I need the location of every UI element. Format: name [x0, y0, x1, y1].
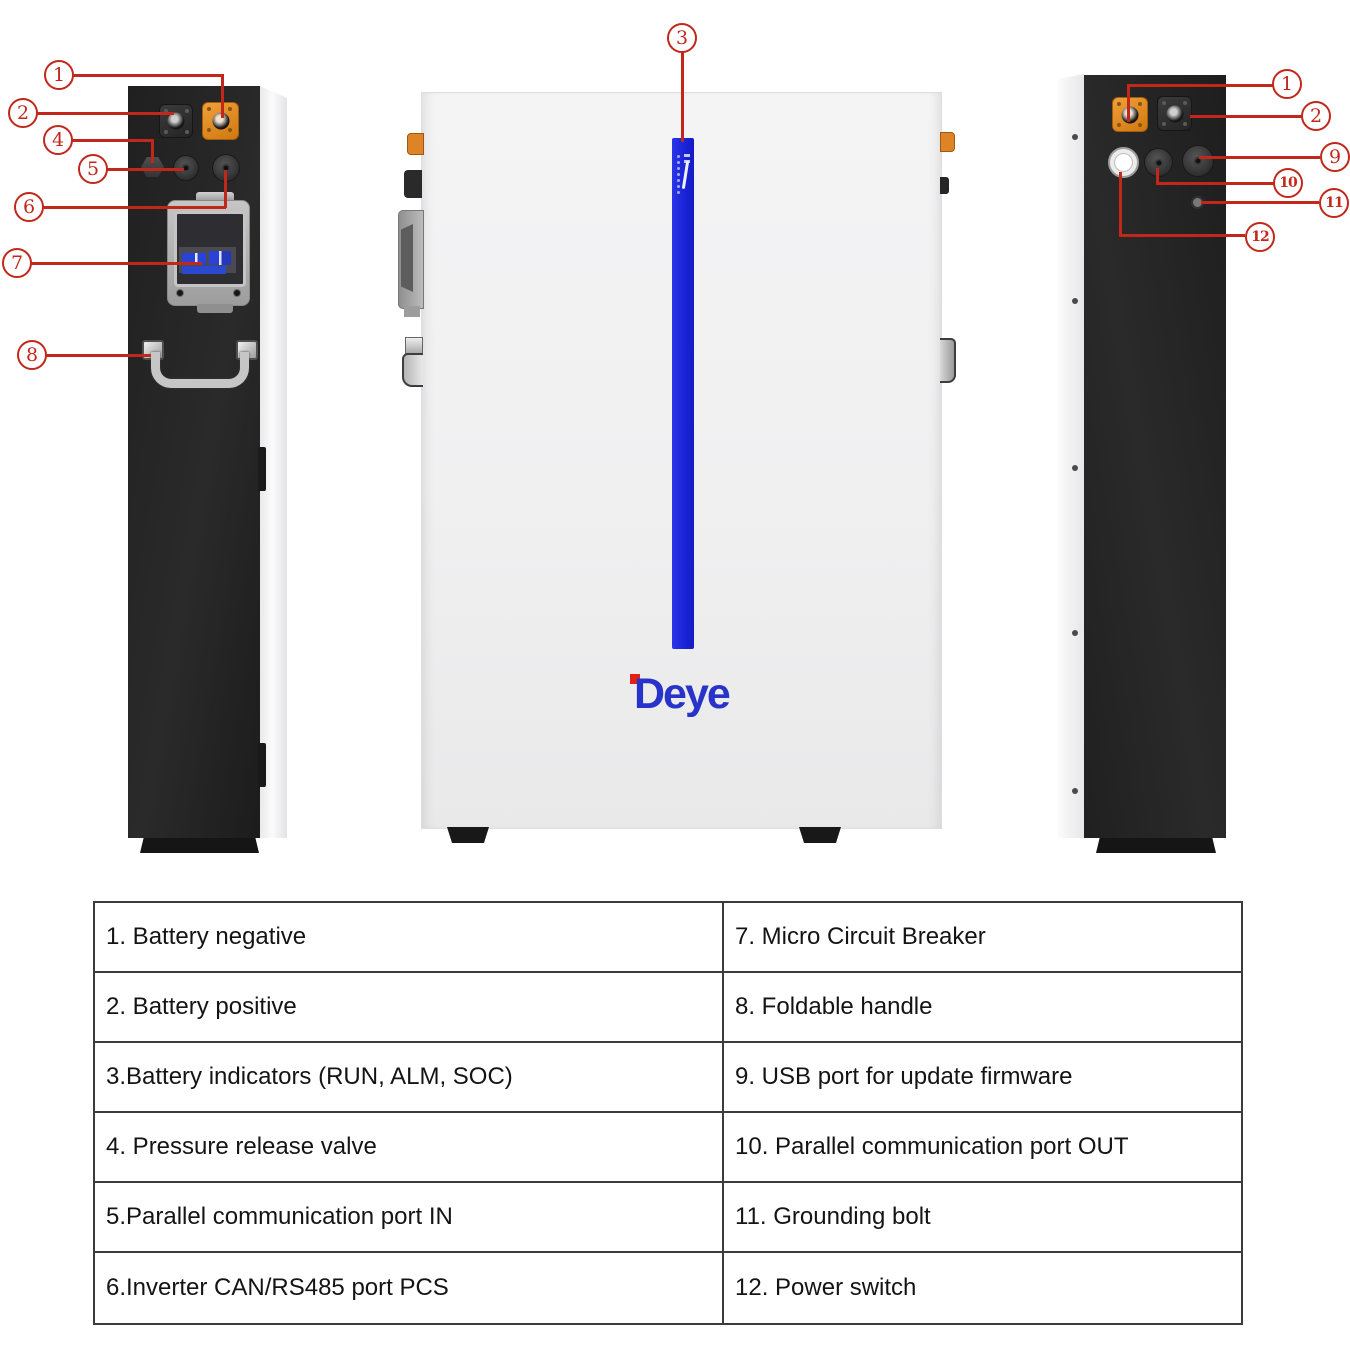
leader-line [1190, 115, 1302, 118]
callout-right-12: 12 [1245, 222, 1275, 252]
callout-right-9: 9 [1320, 142, 1350, 172]
legend-cell-1: 1. Battery negative [95, 903, 724, 973]
callout-left-2: 2 [8, 98, 38, 128]
right-view-body [1084, 75, 1226, 838]
edge-breaker-side-inner [401, 224, 413, 292]
leader-line [71, 139, 153, 142]
leader-line [1201, 201, 1319, 204]
legend-cell-3: 3.Battery indicators (RUN, ALM, SOC) [95, 1043, 724, 1113]
left-view-edge-tab [258, 743, 266, 787]
callout-right-10: 10 [1273, 168, 1303, 198]
edge-handle-hook [940, 338, 956, 383]
right-view-front-edge [1058, 70, 1084, 838]
edge-screw [1072, 788, 1078, 794]
legend-cell-12: 12. Power switch [735, 1274, 917, 1301]
breaker-bottom-tab [197, 304, 233, 313]
battery-positive-connector [159, 104, 193, 138]
deye-logo [630, 668, 760, 724]
breaker-screw [233, 289, 241, 297]
leader-line [1127, 84, 1273, 87]
leader-line [42, 206, 226, 209]
edge-orange-connector [940, 132, 955, 152]
leader-line [106, 168, 184, 171]
leader-line [45, 354, 151, 357]
callout-right-2: 2 [1301, 101, 1331, 131]
indicator-leds [677, 155, 680, 194]
legend-cell-10: 10. Parallel communication port OUT [724, 1113, 1241, 1183]
front-foot [447, 827, 489, 843]
callout-right-11: 11 [1319, 188, 1349, 218]
callout-left-7: 7 [2, 248, 32, 278]
edge-breaker-tab [404, 306, 420, 317]
usb-port [1182, 145, 1214, 177]
leader-line [1119, 234, 1245, 237]
edge-handle-hook [402, 353, 423, 387]
leader-line [30, 262, 202, 265]
front-foot [799, 827, 841, 843]
leader-line [1199, 156, 1320, 159]
indicator-label [684, 154, 690, 157]
edge-orange-connector [407, 133, 424, 155]
edge-screw [1072, 298, 1078, 304]
parallel-comm-port-out [1144, 148, 1173, 177]
leader-line [1156, 182, 1274, 185]
leader-line [224, 170, 227, 208]
callout-front-3: 3 [667, 23, 697, 53]
legend-cell-8: 8. Foldable handle [724, 973, 1241, 1043]
left-view-body [128, 86, 260, 838]
edge-screw [1072, 465, 1078, 471]
leader-line [681, 52, 684, 142]
left-view-foot [140, 838, 259, 853]
legend-cell-9: 9. USB port for update firmware [724, 1043, 1241, 1113]
breaker-band [182, 266, 226, 274]
leader-line [36, 112, 174, 115]
edge-handle-bracket [405, 337, 423, 354]
battery-negative-connector [1112, 97, 1148, 132]
legend-cell-6: 6.Inverter CAN/RS485 port PCS [95, 1253, 724, 1323]
left-view-edge-tab [258, 447, 266, 491]
leader-line [221, 74, 224, 118]
right-view-foot [1096, 838, 1216, 853]
legend-cell-11: 11. Grounding bolt [724, 1183, 1241, 1253]
breaker-screw [176, 289, 184, 297]
edge-black-knob [404, 170, 422, 198]
leader-line [72, 74, 223, 77]
callout-left-8: 8 [17, 340, 47, 370]
leader-line [1119, 172, 1122, 236]
power-switch [1108, 147, 1139, 178]
callout-left-6: 6 [14, 192, 44, 222]
edge-screw [1072, 134, 1078, 140]
legend-cell-2: 2. Battery positive [95, 973, 724, 1043]
edge-screw [1072, 630, 1078, 636]
callout-right-1: 1 [1272, 69, 1302, 99]
legend-cell-5: 5.Parallel communication port IN [95, 1183, 724, 1253]
edge-black-knob [940, 177, 949, 194]
battery-indicator-strip [672, 138, 694, 649]
legend-cell-4: 4. Pressure release valve [95, 1113, 724, 1183]
leader-line [151, 139, 154, 163]
leader-line [1127, 84, 1130, 122]
callout-left-1: 1 [44, 60, 74, 90]
legend-table [93, 901, 1243, 1325]
legend-cell-7: 7. Micro Circuit Breaker [724, 903, 1241, 973]
callout-left-4: 4 [43, 125, 73, 155]
logo-text: Deye [634, 670, 729, 718]
foldable-handle [151, 352, 249, 388]
breaker-switch [209, 251, 231, 265]
battery-positive-connector [1157, 96, 1192, 131]
callout-left-5: 5 [78, 154, 108, 184]
